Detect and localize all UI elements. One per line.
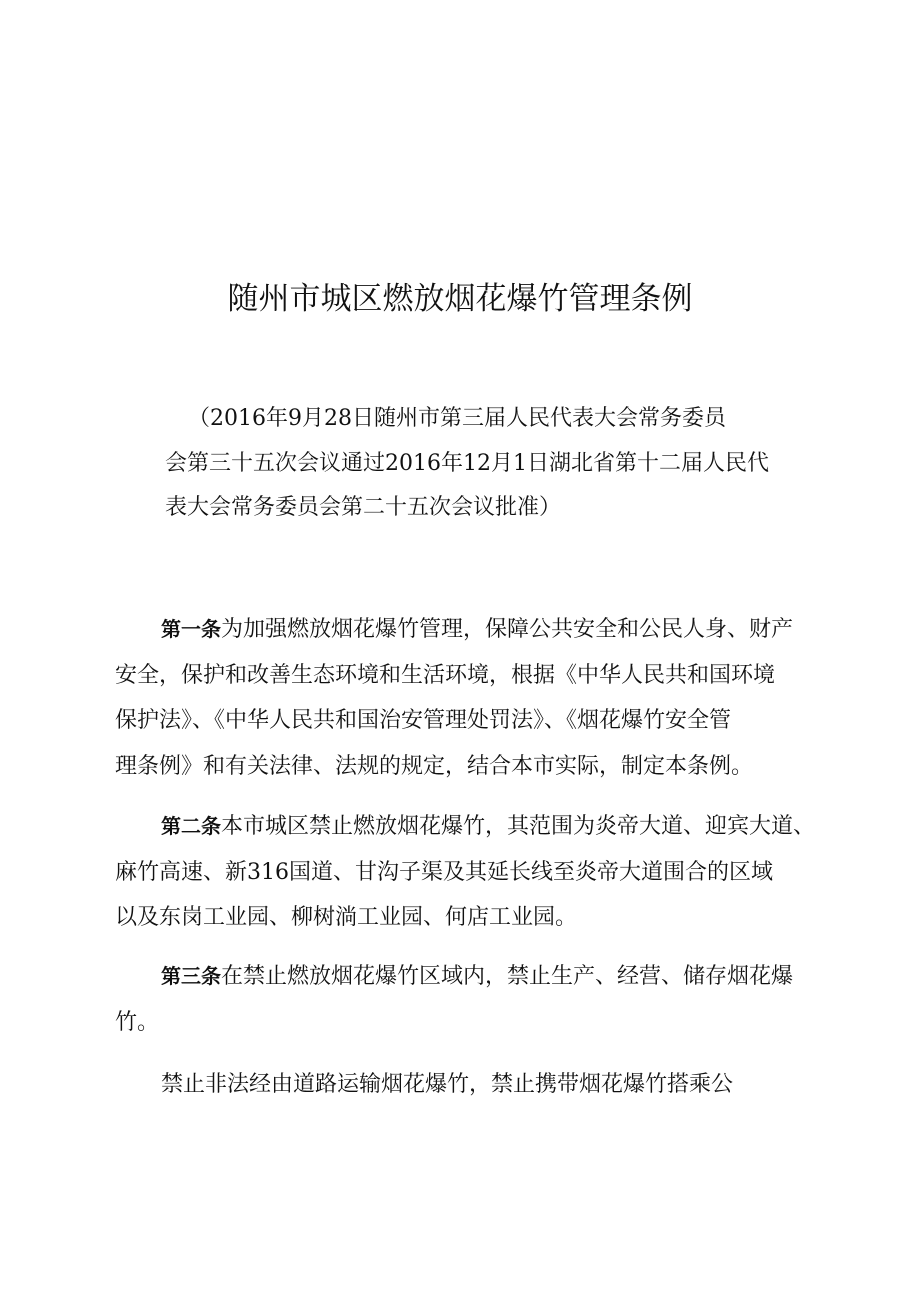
article-line (115, 954, 815, 1000)
article-3-paragraph-2 (115, 1062, 815, 1108)
article-2 (115, 804, 815, 941)
article-text: 本市城区禁止燃放烟花爆竹，其范围为炎帝大道、迎宾大道、 (221, 814, 816, 839)
article-line: 麻竹高速、新316国道、甘沟子渠及其延长线至炎帝大道围合的区域 (115, 859, 773, 885)
article-3 (115, 954, 815, 1045)
article-line: 安全，保护和改善生态环境和生活环境，根据《中华人民共和国环境 (115, 662, 776, 688)
article-text: 在禁止燃放烟花爆竹区域内，禁止生产、经营、储存烟花爆 (221, 964, 794, 989)
article-line: 禁止非法经由道路运输烟花爆竹，禁止携带烟花爆竹搭乘公 (161, 1072, 734, 1097)
article-line (115, 804, 815, 850)
article-label: 第二条 (161, 814, 221, 838)
article-label: 第三条 (161, 964, 221, 988)
article-line: 以及东岗工业园、柳树淌工业园、何店工业园。 (115, 905, 578, 930)
article-text: 为加强燃放烟花爆竹管理，保障公共安全和公民人身、财产 (221, 617, 794, 642)
article-1 (115, 607, 815, 789)
article-line: 理条例》和有关法律、法规的规定，结合本市实际，制定本条例。 (115, 753, 754, 779)
adoption-note (165, 397, 815, 531)
adoption-note-line: 表大会常务委员会第二十五次会议批准） (165, 495, 562, 520)
article-line (115, 607, 815, 653)
adoption-note-line: （2016年9月28日随州市第三届人民代表大会常务委员 (188, 406, 726, 431)
article-label: 第一条 (161, 617, 221, 641)
adoption-note-line: 会第三十五次会议通过2016年12月1日湖北省第十二届人民代 (165, 450, 769, 476)
article-line: 竹。 (115, 1009, 160, 1035)
document-title: 随州市城区燃放烟花爆竹管理条例 (227, 281, 693, 317)
article-line: 保护法》、《中华人民共和国治安管理处罚法》、《烟花爆竹安全管 (115, 708, 732, 733)
